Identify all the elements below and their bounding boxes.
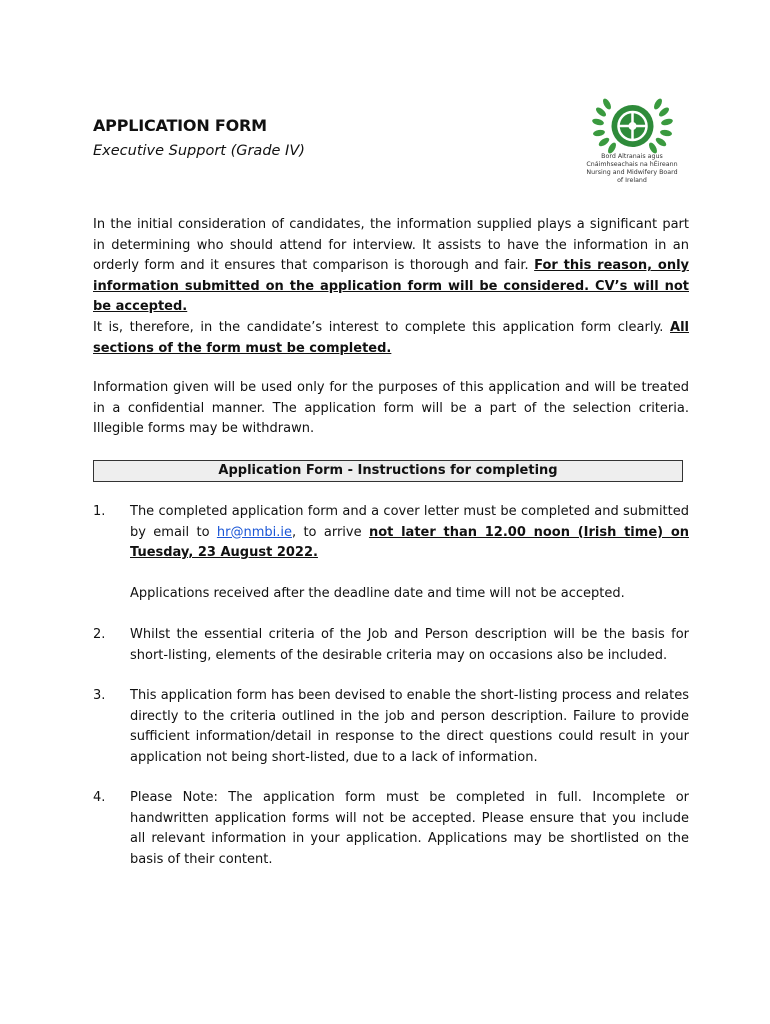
logo-line: Nursing and Midwifery Board bbox=[586, 169, 678, 176]
intro-emphasis: All sections of the form must be completed. bbox=[93, 320, 689, 356]
item-number: 3. bbox=[93, 688, 106, 703]
intro-paragraph-3: Information given will be used only for the purposes of this application and will be treated in a confidential manner. The application form will be a part of the selection criteria. Illegible forms may be withdrawn. bbox=[93, 380, 689, 436]
instructions-heading: Application Form - Instructions for completing bbox=[93, 460, 683, 482]
item-text-part: The completed application form and a cover letter must be completed and submitted by email to bbox=[130, 504, 689, 540]
intro-text: It is, therefore, in the candidate’s interest to complete this application form clearly. bbox=[93, 320, 671, 335]
page-title: APPLICATION FORM bbox=[93, 116, 267, 135]
item-number: 4. bbox=[93, 790, 106, 805]
item-text: This application form has been devised to enable the short-listing process and relates directly to the criteria outlined in the job and person description. Failure to provide sufficient information/detail in response to the direct questions could result in your application not being short-listed, due to a lack of information. bbox=[130, 688, 689, 765]
item-text: Please Note: The application form must be completed in full. Incomplete or handwritten application forms will not be accepted. Please ensure that you include all relevant information in your application. Applications may be shortlisted on the basis of their content. bbox=[130, 790, 689, 867]
item-text bbox=[130, 502, 689, 564]
deadline-text: not later than 12.00 noon (Irish time) on Tuesday, 23 August 2022. bbox=[130, 524, 689, 560]
intro-text: In the initial consideration of candidates, the information supplied plays a significant part in determining who should attend for interview. It assists to have the information in an orderly form and it ensures that comparison is thorough and fair. bbox=[93, 217, 689, 273]
item-text-part: , to arrive bbox=[291, 524, 369, 540]
item-number: 2. bbox=[93, 627, 106, 642]
intro-paragraph-2 bbox=[93, 318, 689, 359]
intro-paragraph-1 bbox=[93, 215, 689, 318]
late-applications-note: Applications received after the deadline date and time will not be accepted. bbox=[130, 586, 625, 601]
item-number: 1. bbox=[93, 504, 106, 519]
email-link[interactable]: hr@nmbi.ie bbox=[216, 524, 292, 540]
page-subtitle: Executive Support (Grade IV) bbox=[93, 143, 305, 159]
intro-emphasis: For this reason, only information submitted on the application form will be considered. CV’s will not be accepted. bbox=[93, 258, 689, 314]
item-text: Whilst the essential criteria of the Job and Person description will be the basis for short-listing, elements of the desirable criteria may on occasions also be included. bbox=[130, 627, 689, 663]
logo-line: Bord Altranais agus bbox=[601, 153, 663, 160]
logo-line: Cnáimhseachais na hÉireann bbox=[586, 161, 678, 168]
logo-line: of Ireland bbox=[617, 177, 647, 184]
logo-caption bbox=[578, 153, 686, 185]
